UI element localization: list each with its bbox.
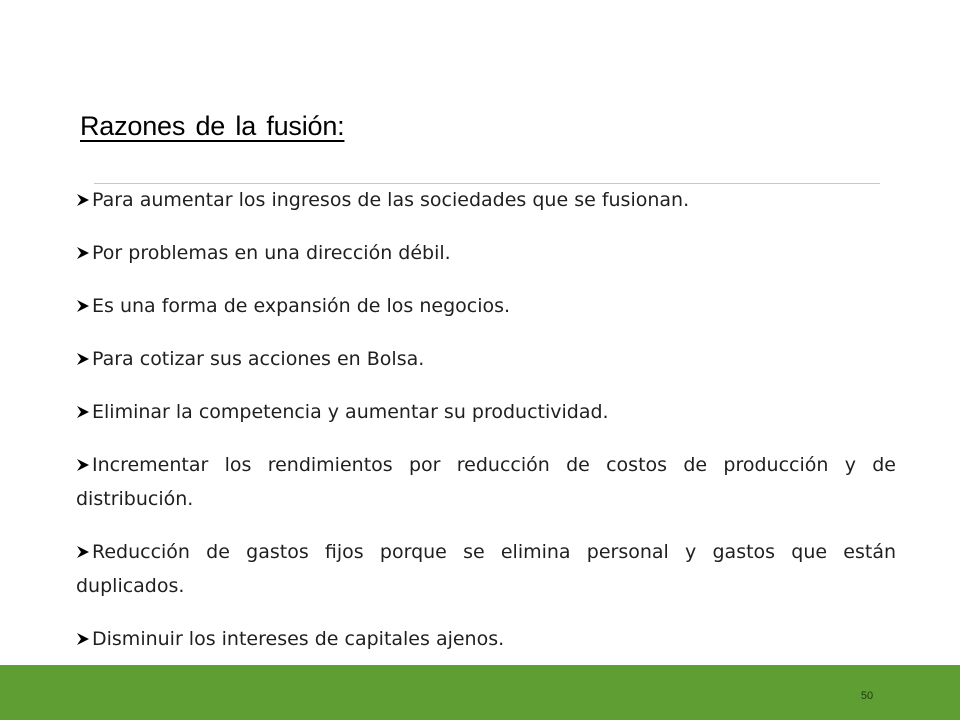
bullet-item bbox=[76, 236, 896, 270]
bullet-item bbox=[76, 289, 896, 323]
page-number: 50 bbox=[860, 690, 874, 702]
bullet-item bbox=[76, 183, 896, 217]
footer-bar bbox=[0, 665, 960, 720]
bullet-text: Por problemas en una dirección débil. bbox=[92, 242, 451, 264]
bullet-item bbox=[76, 535, 896, 603]
bullet-text: Incrementar los rendimientos por reducción de costos de producción y de distribución. bbox=[76, 454, 896, 510]
bullet-list bbox=[76, 183, 896, 675]
bullet-text: Eliminar la competencia y aumentar su productividad. bbox=[92, 401, 609, 423]
bullet-item bbox=[76, 448, 896, 516]
bullet-item bbox=[76, 395, 896, 429]
bullet-text: Para cotizar sus acciones en Bolsa. bbox=[92, 348, 425, 370]
bullet-text: Para aumentar los ingresos de las sociedades que se fusionan. bbox=[92, 189, 690, 211]
arrow-right-icon bbox=[76, 193, 90, 207]
bullet-text: Reducción de gastos fijos porque se elimina personal y gastos que están duplicados. bbox=[76, 541, 896, 597]
bullet-item bbox=[76, 342, 896, 376]
arrow-right-icon bbox=[76, 352, 90, 366]
slide-title: Razones de la fusión: bbox=[80, 111, 345, 141]
arrow-right-icon bbox=[76, 632, 90, 646]
bullet-text: Es una forma de expansión de los negocios. bbox=[92, 295, 511, 317]
bullet-item bbox=[76, 622, 896, 656]
bullet-text: Disminuir los intereses de capitales ajenos. bbox=[92, 628, 505, 650]
arrow-right-icon bbox=[76, 458, 90, 472]
arrow-right-icon bbox=[76, 299, 90, 313]
arrow-right-icon bbox=[76, 405, 90, 419]
arrow-right-icon bbox=[76, 545, 90, 559]
arrow-right-icon bbox=[76, 246, 90, 260]
